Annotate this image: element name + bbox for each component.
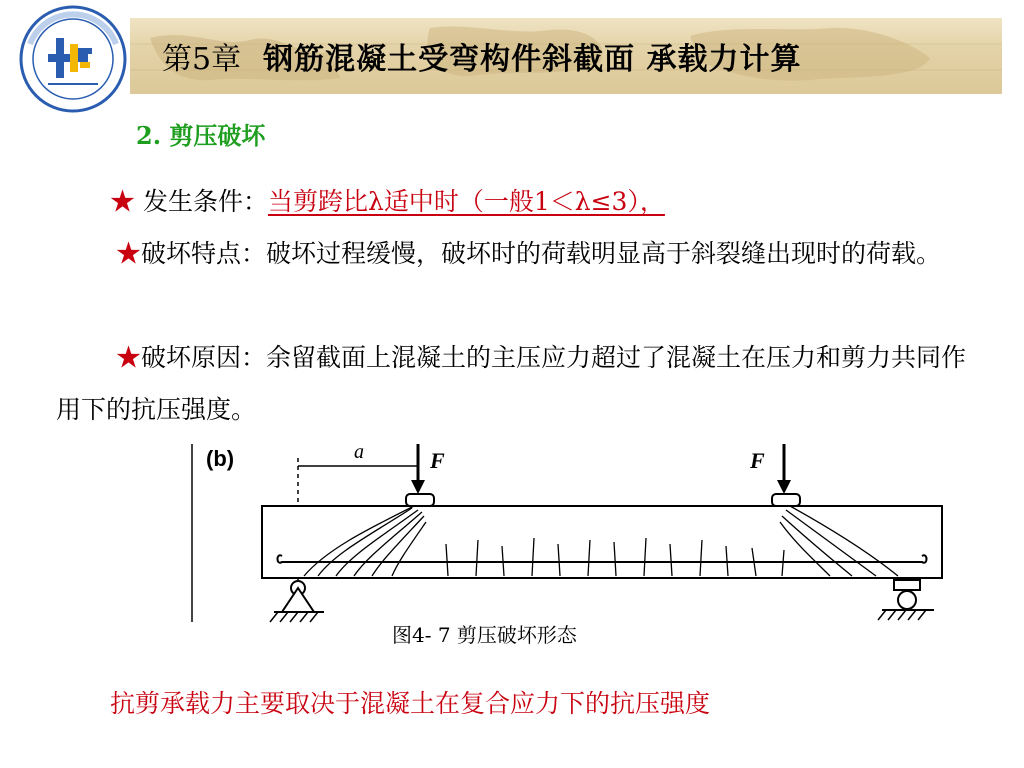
panel-label: (b) [206,446,235,471]
slide-title [162,38,802,82]
star-icon: ★ [110,187,136,216]
item-text: 余留截面上混凝土的主压应力超过了混凝土在压力和剪力共同作用下的抗压强度。 [56,343,967,424]
section-heading: 2. 剪压破坏 [136,121,266,150]
chapter-title: 钢筋混凝土受弯构件斜截面 承载力计算 [263,42,802,77]
force-label-left: F [430,448,445,473]
item-label: 破坏特点： [141,239,267,268]
item-text: 破坏过程缓慢，破坏时的荷载明显高于斜裂缝出现时的荷载。 [266,239,942,268]
item-label: 发生条件： [135,187,268,216]
item-condition [110,176,990,228]
item-cause [56,332,986,436]
figure-caption: 图4- 7 剪压破坏形态 [392,623,577,647]
force-label-right: F [750,448,765,473]
beam-failure-figure [186,440,956,626]
college-logo [18,4,128,114]
star-icon: ★ [116,239,142,268]
item-label: 破坏原因： [141,343,267,372]
item-characteristics [56,228,986,280]
beam [262,506,942,578]
dimension-label: a [354,441,364,463]
item-text: 当剪跨比λ适中时（一般1＜λ≤3）， [267,187,665,216]
star-icon: ★ [116,343,142,372]
conclusion-text: 抗剪承载力主要取决于混凝土在复合应力下的抗压强度 [110,689,711,718]
chapter-label: 第5章 [162,42,242,77]
